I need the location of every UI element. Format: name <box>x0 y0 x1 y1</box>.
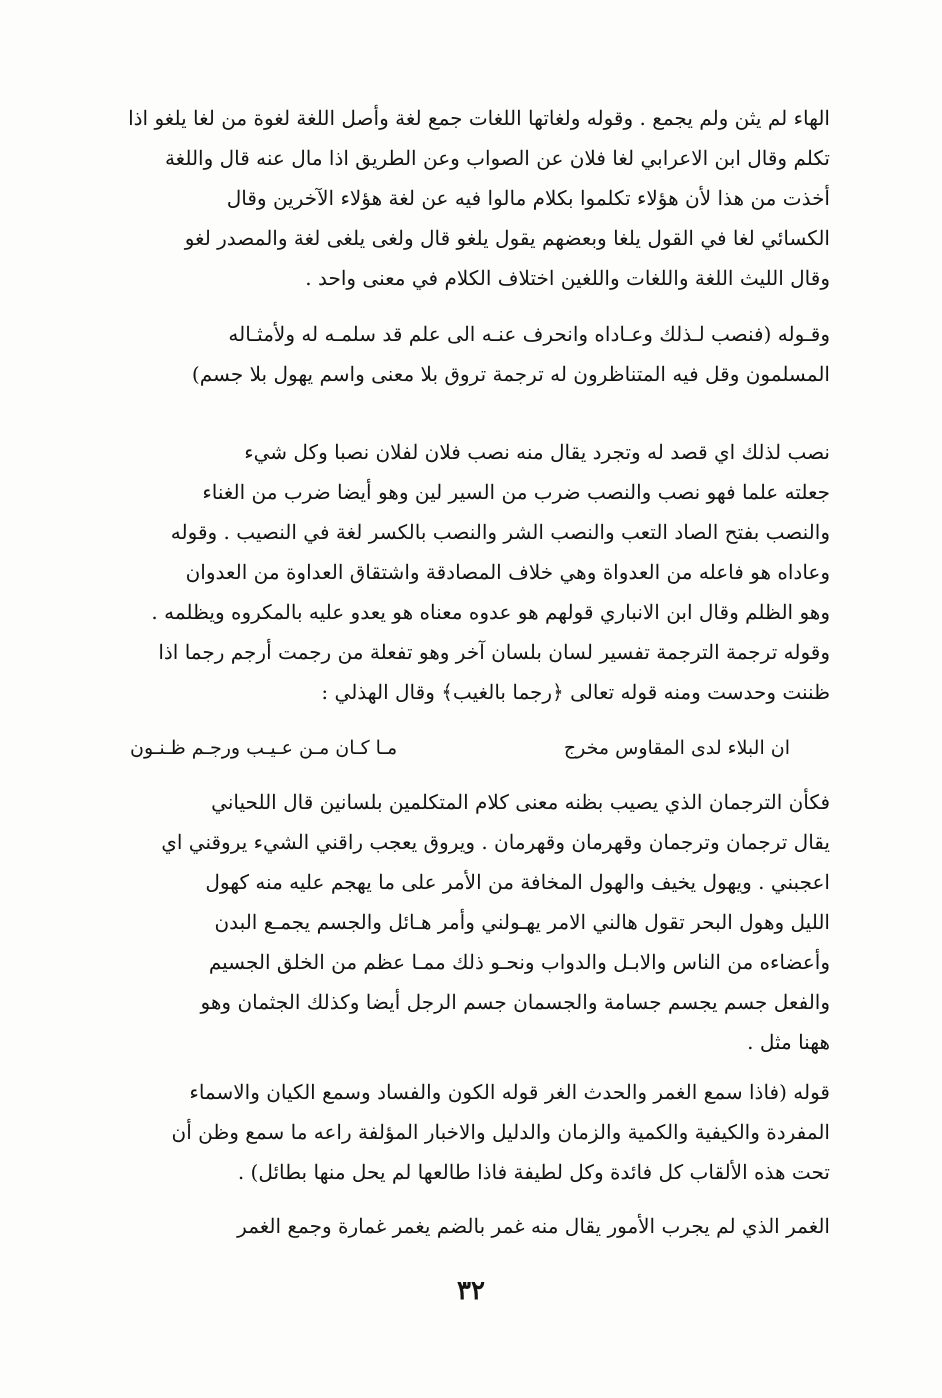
text-line: وأعضاءه من الناس والابـل والدواب ونحـو ذلك ممـا عظم من الخلق الجسيم <box>208 950 830 974</box>
text-line: جعلته علما فهو نصب والنصب ضرب من السير لين وهو أيضا ضرب من الغناء <box>202 480 830 504</box>
paragraph-3-commentary <box>108 432 830 712</box>
text-line: ظننت وحدست ومنه قوله تعالى ﴿رجما بالغيب﴾ وقال الهذلي : <box>321 680 830 704</box>
verse-first-hemistich: ان البلاء لدى المقاوس مخرج <box>563 737 790 759</box>
paragraph-6 <box>108 1206 830 1246</box>
text-line: الكسائي لغا في القول يلغا وبعضهم يقول يلغو قال ولغى يلغى لغة والمصدر لغو <box>184 226 830 250</box>
text-line: المسلمون وقل فيه المتناظرون له ترجمة تروق بلا معنى واسم يهول بلا جسم) <box>191 362 830 386</box>
text-line: الليل وهول البحر تقول هالني الامر يهـولني وأمر هـائل والجسم يجمـع البدن <box>214 910 830 934</box>
text-line: تكلم وقال ابن الاعرابي لغا فلان عن الصواب وعن الطريق اذا مال عنه قال واللغة <box>164 146 830 170</box>
text-line: أخذت من هذا لأن هؤلاء تكلموا بكلام مالوا فيه عن لغة هؤلاء الآخرين وقال <box>226 186 830 210</box>
text-line: قوله (فاذا سمع الغمر والحدث الغر قوله الكون والفساد وسمع الكيان والاسماء <box>189 1080 830 1104</box>
paragraph-5-quotation <box>108 1072 830 1192</box>
text-line: والفعل جسم يجسم جسامة والجسمان جسم الرجل أيضا وكذلك الجثمان وهو <box>200 990 830 1014</box>
paragraph-1 <box>108 98 830 298</box>
text-line: نصب لذلك اي قصد له وتجرد يقال منه نصب فلان لفلان نصبا وكل شيء <box>244 440 830 464</box>
verse-second-hemistich: مـا كـان مـن عـيـب ورجـم ظـنـون <box>130 737 398 759</box>
text-line: الغمر الذي لم يجرب الأمور يقال منه غمر بالضم يغمر غمارة وجمع الغمر <box>237 1214 830 1238</box>
poetry-verse <box>130 728 790 768</box>
text-line: تحت هذه الألقاب كل فائدة وكل لطيفة فاذا طالعها لم يحل منها بطائل) . <box>237 1160 830 1184</box>
text-line: الهاء لم يثن ولم يجمع . وقوله ولغاتها اللغات جمع لغة وأصل اللغة لغوة من لغا يلغو اذا <box>128 106 830 130</box>
text-line: والنصب بفتح الصاد التعب والنصب الشر والنصب بالكسر لغة في النصيب . وقوله <box>170 520 830 544</box>
text-line: وقـوله (فنصب لـذلك وعـاداه وانحرف عنـه الى علم قد سلمـه له ولأمثـاله <box>228 322 830 346</box>
paragraph-2-quotation <box>108 314 830 394</box>
text-line: يقال ترجمان وترجمان وقهرمان وقهرمان . ويروق يعجب راقني الشيء يروقني اي <box>161 830 830 854</box>
text-line: وقوله ترجمة الترجمة تفسير لسان بلسان آخر وهو تفعلة من رجمت أرجم رجما اذا <box>158 640 830 664</box>
text-line: وهو الظلم وقال ابن الانباري قولهم هو عدوه معناه هو يعدو عليه بالمكروه ويظلمه . <box>151 600 830 624</box>
text-line: اعجبني . ويهول يخيف والهول المخافة من الأمر على ما يهجم عليه منه كهول <box>205 870 830 894</box>
text-line: وعاداه هو فاعله من العدواة وهي خلاف المصادقة واشتقاق العداوة من العدوان <box>185 560 830 584</box>
text-line: وقال الليث اللغة واللغات واللغين اختلاف الكلام في معنى واحد . <box>305 266 830 290</box>
paragraph-4 <box>108 782 830 1062</box>
text-line: ههنا مثل . <box>747 1030 830 1054</box>
text-line: المفردة والكيفية والكمية والزمان والدليل والاخبار المؤلفة راعه ما سمع وظن أن <box>171 1120 830 1144</box>
page-number: ٣٢ <box>457 1276 485 1306</box>
text-line: فكأن الترجمان الذي يصيب بظنه معنى كلام المتكلمين بلسانين قال اللحياني <box>211 790 830 814</box>
